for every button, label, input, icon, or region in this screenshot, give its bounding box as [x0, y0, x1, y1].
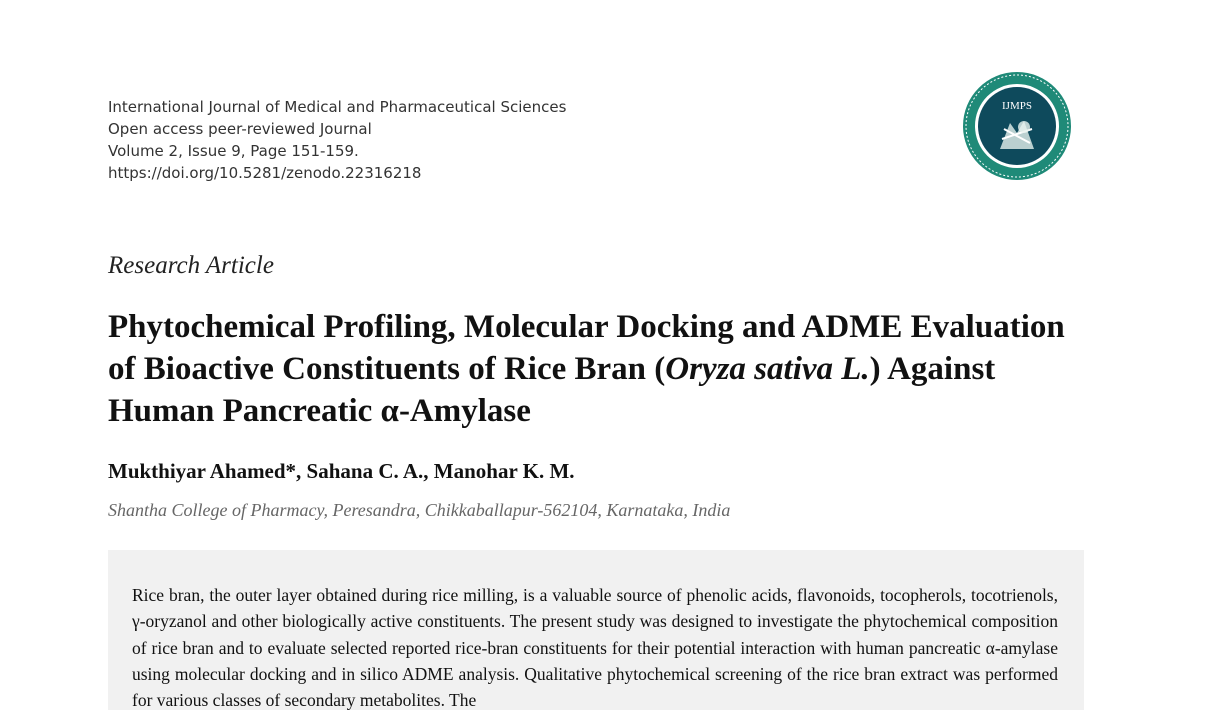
- journal-seal-icon: [962, 71, 1072, 181]
- journal-doi[interactable]: https://doi.org/10.5281/zenodo.22316218: [108, 164, 422, 182]
- article-type: Research Article: [108, 252, 274, 279]
- journal-volume: Volume 2, Issue 9, Page 151-159.: [108, 142, 359, 160]
- journal-access: Open access peer-reviewed Journal: [108, 120, 372, 138]
- journal-info: [108, 96, 566, 184]
- abstract-text: Rice bran, the outer layer obtained during rice milling, is a valuable source of phenolic acids, flavonoids, tocopherols, tocotrienols, γ-oryzanol and other biologically active constituents. The present study was designed to investigate the phytochemical composition of rice bran and to evaluate selected reported rice-bran constituents for their potential interaction with human pancreatic α-amylase using molecular docking and in silico ADME analysis. Qualitative phytochemical screening of the rice bran extract was performed for various classes of secondary metabolites. The: [132, 585, 1058, 711]
- affiliation: Shantha College of Pharmacy, Peresandra, Chikkaballapur-562104, Karnataka, India: [108, 500, 731, 520]
- title-species: Oryza sativa L.: [665, 351, 870, 387]
- title-part-1: Phytochemical Profiling, Molecular Docking and ADME Evaluation of Bioactive Constituents of Rice Bran (: [108, 309, 1065, 387]
- abstract-box: [108, 550, 1084, 710]
- article-title: [108, 306, 1068, 432]
- authors: Mukthiyar Ahamed*, Sahana C. A., Manohar K. M.: [108, 459, 575, 483]
- title-part-2: ) Against Human Pancreatic α-Amylase: [108, 351, 996, 429]
- seal-text: IJMPS: [1002, 100, 1032, 112]
- journal-name: International Journal of Medical and Pharmaceutical Sciences: [108, 98, 567, 116]
